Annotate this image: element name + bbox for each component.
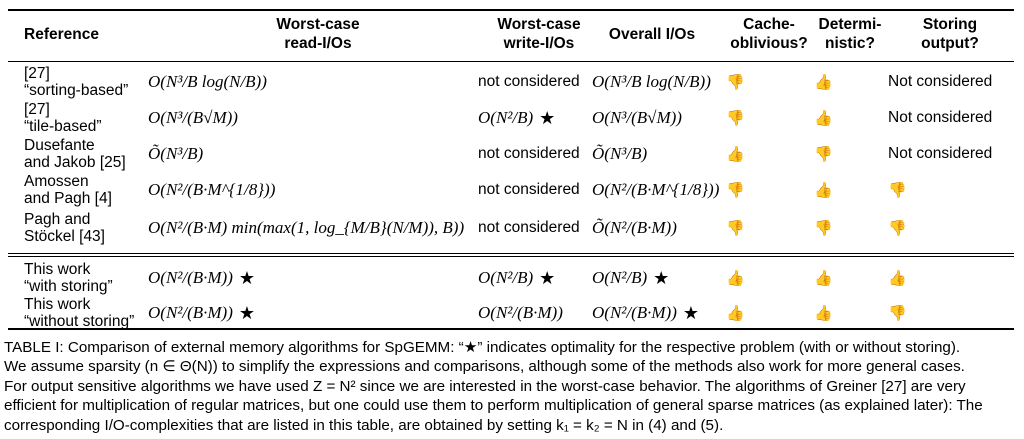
complexity-expression: O(N³/(B√M)) [148,108,238,127]
cell-overall-ios [592,63,717,101]
reference-line: “without storing” [24,313,135,330]
cell-read-ios [148,63,273,101]
not-considered-text: not considered [478,145,580,162]
cell-write-ios [478,294,569,332]
cell-reference [24,63,128,101]
table-row [8,135,1014,173]
thumb-icon: 👍 [726,144,745,163]
cell-write-ios [478,259,555,297]
cell-storing-output [888,63,992,101]
cell-storing-output [888,294,907,332]
cell-cache-oblivious [726,294,745,332]
cell-reference [24,259,113,297]
table-row [8,171,1014,209]
table-row [8,294,1014,332]
thumb-icon: 👎 [726,72,745,91]
thumb-icon: 👎 [726,108,745,127]
optimality-star-icon: ★ [238,267,256,289]
thumb-icon: 👍 [814,108,833,127]
table-row [8,99,1014,137]
cell-cache-oblivious [726,259,745,297]
separator-rule-1 [8,253,1014,254]
cell-cache-oblivious [726,209,745,247]
cell-read-ios [148,171,281,209]
optimality-star-icon: ★ [539,107,556,129]
reference-line: Stöckel [43] [24,228,105,245]
reference-line: This work [24,261,91,278]
caption-line: corresponding I/O-complexities that are listed in this table, are obtained by setting k₁ = k₂ = N in (4) and (5). [4,416,724,434]
header-determ: Determi- nistic? [818,16,882,52]
cell-reference [24,209,105,247]
caption-line: We assume sparsity (n ∈ Θ(N)) to simplify the expressions and comparisons, although some of the methods also work for more general cases. [4,358,965,376]
thumb-icon: 👍 [814,268,833,287]
complexity-expression: O(N²/(B·M^{1/8})) [592,180,720,199]
thumb-icon: 👎 [888,303,907,322]
cell-storing-output [888,135,992,173]
cell-deterministic [814,259,833,297]
reference-line: “with storing” [24,278,113,295]
reference-line: and Jakob [25] [24,154,126,171]
complexity-expression: O(N²/(B·M)) [592,303,677,322]
cell-write-ios [478,171,580,209]
cell-read-ios [148,294,255,332]
thumb-icon: 👍 [888,268,907,287]
reference-line: “sorting-based” [24,82,129,99]
complexity-expression: O(N²/(B·M) min(max(1, log_{M/B}(N/M)), B)) [148,218,465,237]
cell-overall-ios [592,135,653,173]
thumb-icon: 👍 [814,180,833,199]
cell-storing-output [888,209,907,247]
cell-read-ios [148,135,209,173]
table-row [8,63,1014,101]
cell-write-ios [478,135,580,173]
not-considered-text: not considered [478,73,580,90]
thumb-icon: 👍 [726,268,745,287]
complexity-expression: O(N²/(B·M^{1/8})) [148,180,276,199]
thumb-icon: 👎 [888,180,907,199]
separator-rule-2 [8,256,1014,257]
thumb-icon: 👎 [726,180,745,199]
caption-line: For output sensitive algorithms we have used Z = N² since we are interested in the worst-case behavior. The algorithms of Greiner [27] are very [4,377,966,395]
cell-read-ios [148,99,244,137]
cell-storing-output [888,99,992,137]
storing-text: Not considered [888,109,993,126]
cell-reference [24,171,112,209]
cell-write-ios [478,209,580,247]
optimality-star-icon: ★ [238,302,256,324]
cell-overall-ios [592,209,683,247]
header-write: Worst-case write-I/Os [497,16,581,52]
complexity-expression: Õ(N²/(B·M)) [592,218,677,237]
cell-cache-oblivious [726,99,745,137]
caption-line: TABLE I: Comparison of external memory algorithms for SpGEMM: “★” indicates optimality for the respective problem (with or without storing). [4,339,961,356]
cell-cache-oblivious [726,171,745,209]
reference-line: [27] [24,101,50,118]
thumb-icon: 👎 [888,218,907,237]
complexity-expression: O(N²/(B·M)) [148,303,233,322]
header-rule [8,61,1014,62]
cell-reference [24,99,102,137]
caption-line: efficient for multiplication of regular matrices, but one could use them to perform multiplication of general sparse matrices (as explained later): The [4,397,983,415]
reference-line: Dusefante [24,137,95,154]
complexity-expression: O(N²/B) [478,108,534,127]
storing-text: Not considered [888,145,993,162]
complexity-expression: O(N²/(B·M)) [148,268,233,287]
cell-write-ios [478,63,580,101]
header-cache: Cache- oblivious? [730,16,808,52]
optimality-star-icon: ★ [653,267,670,289]
cell-cache-oblivious [726,63,745,101]
table-row [8,259,1014,297]
cell-storing-output [888,259,907,297]
storing-text: Not considered [888,73,993,90]
cell-deterministic [814,99,833,137]
complexity-expression: Õ(N³/B) [148,144,204,163]
not-considered-text: not considered [478,181,580,198]
cell-write-ios [478,99,555,137]
complexity-expression: O(N²/B) [478,268,534,287]
cell-read-ios [148,209,470,247]
header-read: Worst-case read-I/Os [276,16,360,52]
reference-line: [27] [24,65,50,82]
reference-line: Pagh and [24,211,91,228]
cell-read-ios [148,259,255,297]
cell-storing-output [888,171,907,209]
thumb-icon: 👎 [726,218,745,237]
complexity-expression: Õ(N³/B) [592,144,648,163]
complexity-expression: O(N²/(B·M)) [478,303,563,322]
cell-cache-oblivious [726,135,745,173]
top-rule [8,9,1014,11]
thumb-icon: 👍 [814,72,833,91]
complexity-expression: O(N³/B log(N/B)) [148,72,267,91]
thumb-icon: 👎 [814,218,833,237]
optimality-star-icon: ★ [539,267,556,289]
not-considered-text: not considered [478,219,580,236]
cell-overall-ios [592,259,669,297]
complexity-expression: O(N³/(B√M)) [592,108,682,127]
cell-overall-ios [592,99,688,137]
optimality-star-icon: ★ [682,302,700,324]
complexity-expression: O(N²/B) [592,268,648,287]
reference-line: “tile-based” [24,118,102,135]
header-storing: Storing output? [921,16,979,52]
complexity-expression: O(N³/B log(N/B)) [592,72,711,91]
cell-overall-ios [592,294,699,332]
cell-deterministic [814,294,833,332]
reference-line: Amossen [24,173,89,190]
cell-deterministic [814,171,833,209]
thumb-icon: 👍 [814,303,833,322]
cell-deterministic [814,209,833,247]
cell-overall-ios [592,171,725,209]
header-overall: Overall I/Os [608,26,696,43]
cell-reference [24,135,126,173]
cell-reference [24,294,134,332]
table-caption [4,338,1016,435]
cell-deterministic [814,135,833,173]
reference-line: This work [24,296,91,313]
header-reference: Reference [24,26,99,43]
thumb-icon: 👎 [814,144,833,163]
thumb-icon: 👍 [726,303,745,322]
table-row [8,209,1014,247]
reference-line: and Pagh [4] [24,190,112,207]
cell-deterministic [814,63,833,101]
